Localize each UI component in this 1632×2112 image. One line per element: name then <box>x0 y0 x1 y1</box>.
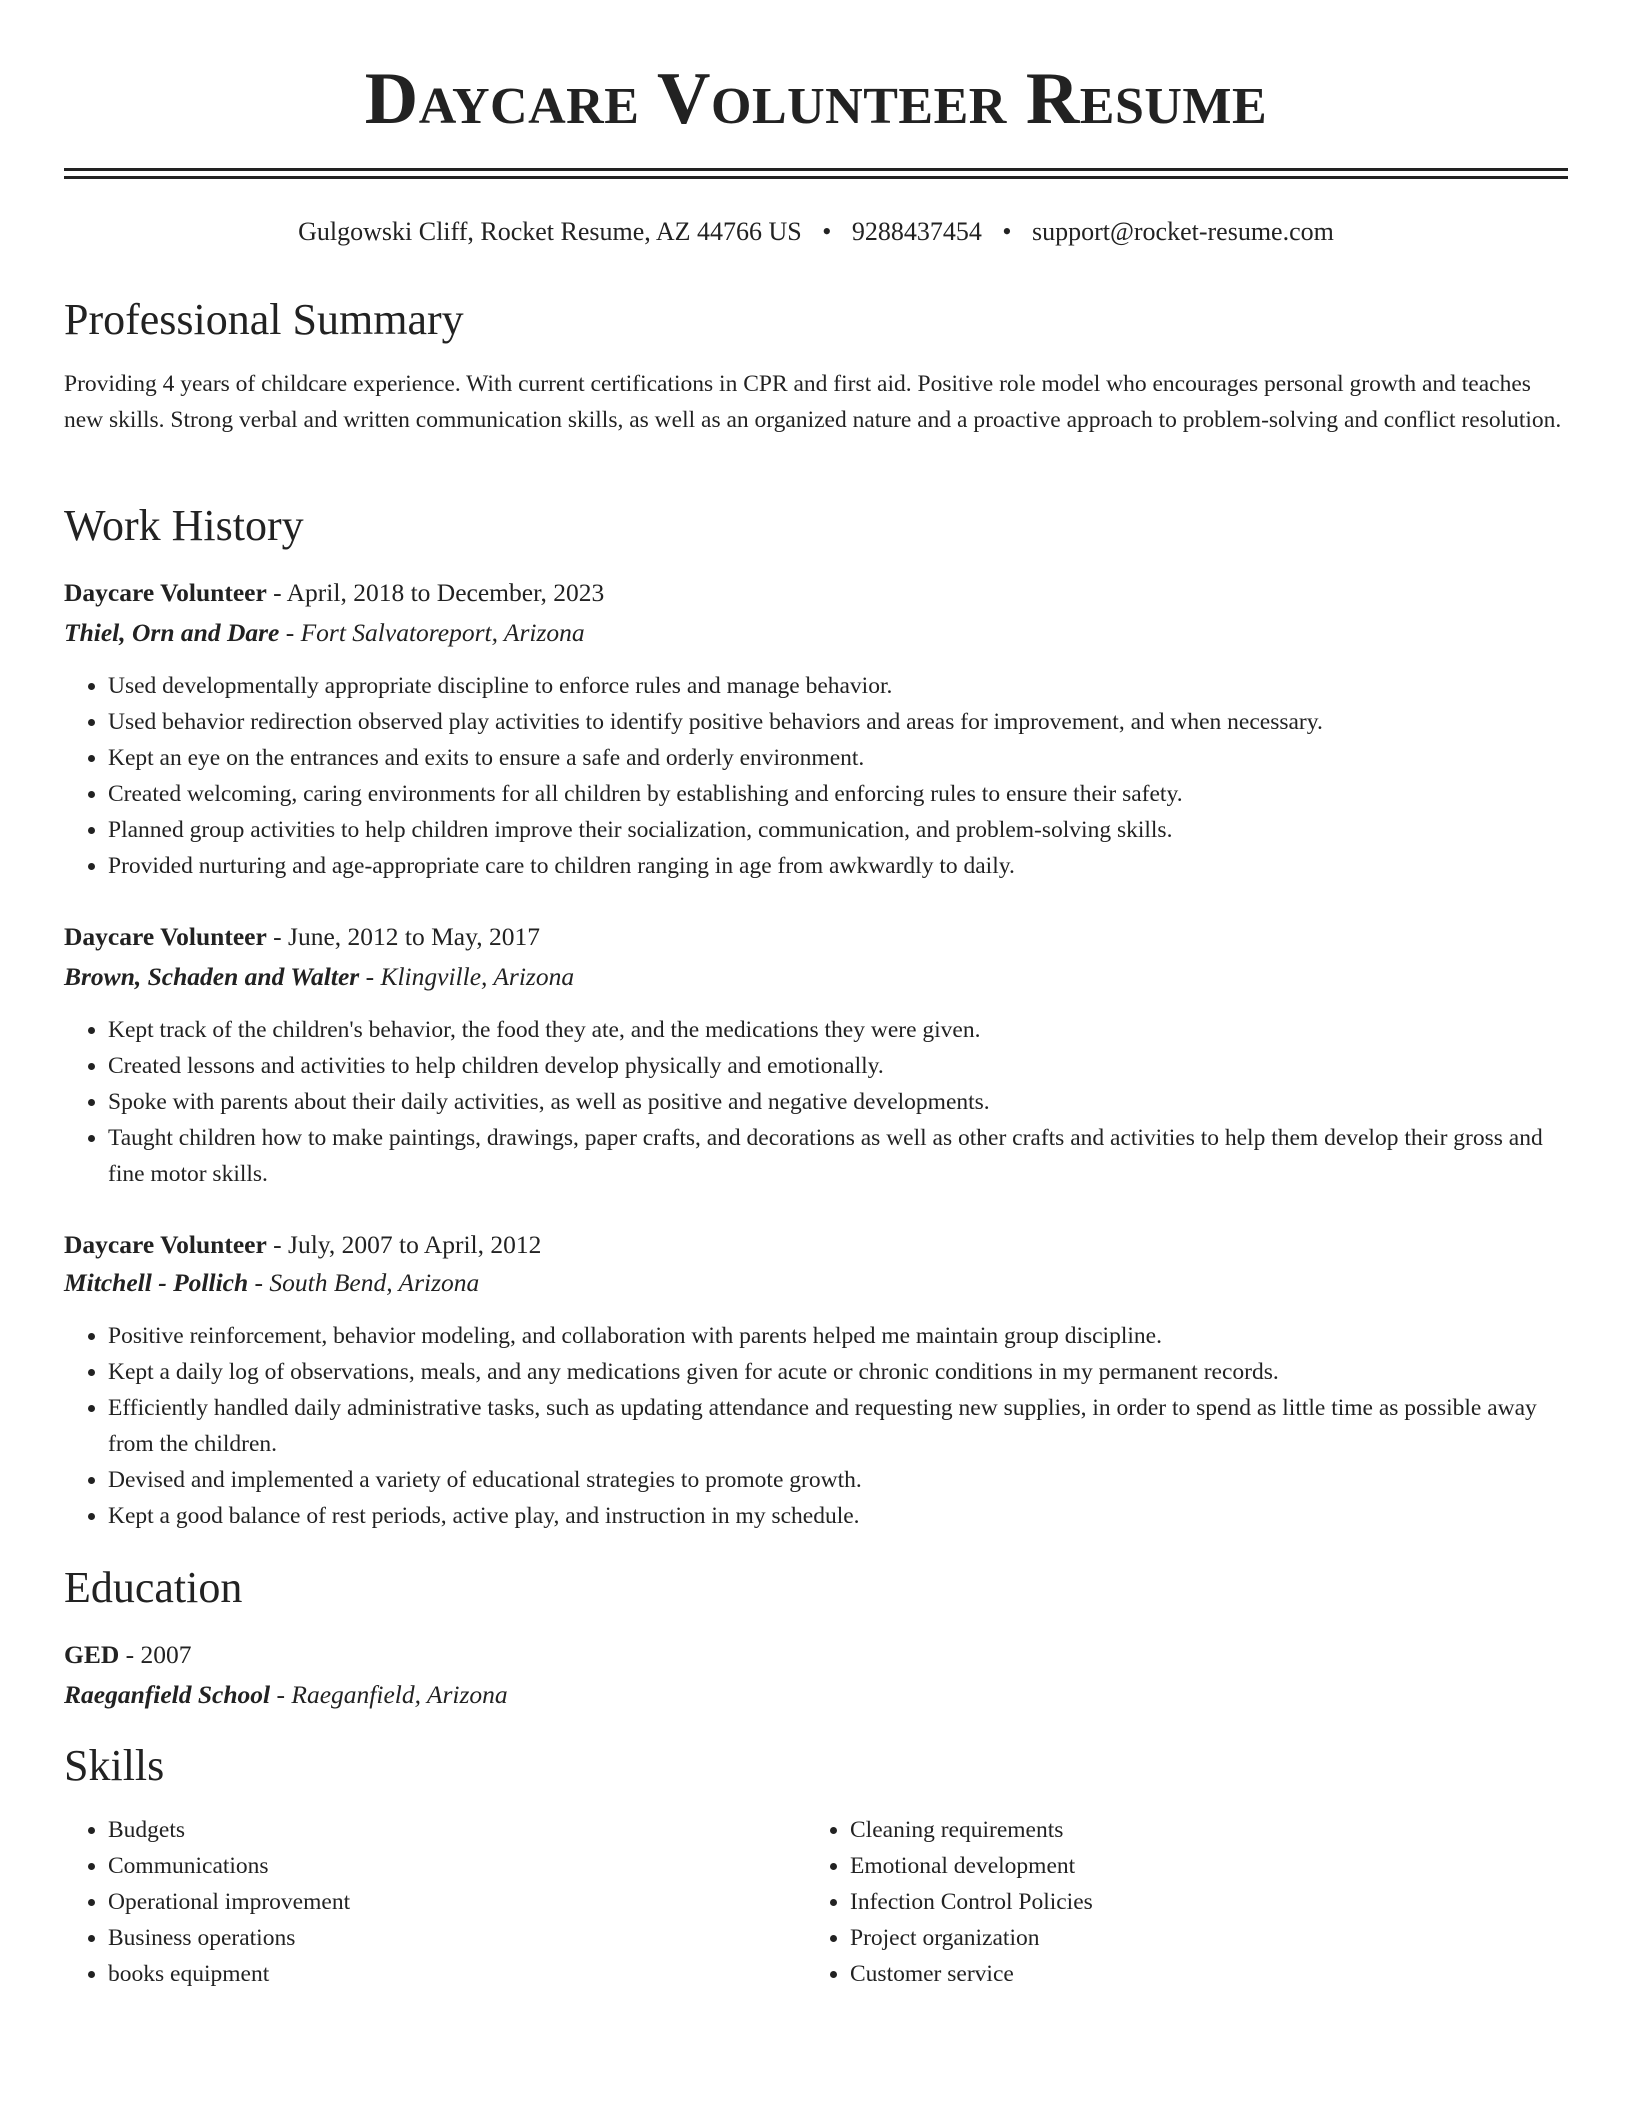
job-dates: - June, 2012 to May, 2017 <box>266 922 540 951</box>
job-title-line <box>64 918 1568 956</box>
job-dates: - April, 2018 to December, 2023 <box>266 578 605 607</box>
work-history-heading: Work History <box>64 501 304 550</box>
title-rule-bottom <box>64 176 1568 179</box>
title-rule-top <box>64 168 1568 171</box>
job-duties-list <box>64 1318 1568 1534</box>
skill-item: • Emotional development <box>850 1848 1550 1884</box>
contact-separator: • <box>1002 217 1012 246</box>
job-title-line <box>64 574 1568 612</box>
list-item: • Taught children how to make paintings, drawings, paper crafts, and decorations as well as other crafts and activities to help them develop their gross and fine motor skills. <box>108 1120 1568 1192</box>
job-company: Thiel, Orn and Dare <box>64 618 280 647</box>
job-dates: - July, 2007 to April, 2012 <box>266 1230 542 1259</box>
education-school: Raeganfield School <box>64 1680 271 1709</box>
job-company: Brown, Schaden and Walter <box>64 962 360 991</box>
list-item: • Kept a daily log of observations, meals, and any medications given for acute or chronic conditions in my permanent records. <box>108 1354 1568 1390</box>
job-company-line <box>64 958 1568 996</box>
job-company: Mitchell - Pollich <box>64 1268 249 1297</box>
list-item: • Efficiently handled daily administrative tasks, such as updating attendance and requesting new supplies, in order to spend as little time as possible away from the children. <box>108 1390 1568 1462</box>
list-item: • Positive reinforcement, behavior modeling, and collaboration with parents helped me maintain group discipline. <box>108 1318 1568 1354</box>
job-title-line <box>64 1226 1568 1264</box>
skills-heading: Skills <box>64 1741 165 1790</box>
list-item: • Provided nurturing and age-appropriate care to children ranging in age from awkwardly to daily. <box>108 848 1568 884</box>
skills-list-right <box>806 1812 1550 1992</box>
contact-phone: 9288437454 <box>851 217 982 246</box>
job-location: - Fort Salvatoreport, Arizona <box>279 618 585 647</box>
summary-text: Providing 4 years of childcare experience. With current certifications in CPR and first aid. Positive role model who encourages personal growth and teaches new skills. Strong verbal and written communication skills, as well as an organized nature and a proactive approach to problem-solving and conflict resolution. <box>64 371 1562 433</box>
list-item: • Used behavior redirection observed play activities to identify positive behaviors and areas for improvement, and when necessary. <box>108 704 1568 740</box>
skill-item: • Operational improvement <box>108 1884 808 1920</box>
list-item: • Planned group activities to help children improve their socialization, communication, and problem-solving skills. <box>108 812 1568 848</box>
job-location: - South Bend, Arizona <box>248 1268 480 1297</box>
skill-item: • Cleaning requirements <box>850 1812 1550 1848</box>
education-location: - Raeganfield, Arizona <box>270 1680 508 1709</box>
education-school-line <box>64 1676 1568 1714</box>
skills-list-left <box>64 1812 808 1992</box>
contact-line <box>64 214 1568 250</box>
list-item: • Used developmentally appropriate discipline to enforce rules and manage behavior. <box>108 668 1568 704</box>
job-location: - Klingville, Arizona <box>359 962 575 991</box>
job-duties-list <box>64 1012 1568 1192</box>
education-degree-line <box>64 1636 1568 1674</box>
list-item: • Devised and implemented a variety of educational strategies to promote growth. <box>108 1462 1568 1498</box>
list-item: • Kept an eye on the entrances and exits to ensure a safe and orderly environment. <box>108 740 1568 776</box>
contact-address: Gulgowski Cliff, Rocket Resume, AZ 44766 US <box>298 217 802 246</box>
education-degree: GED <box>64 1640 120 1669</box>
skill-item: • Project organization <box>850 1920 1550 1956</box>
job-company-line <box>64 1264 1568 1302</box>
list-item: • Kept track of the children's behavior, the food they ate, and the medications they were given. <box>108 1012 1568 1048</box>
job-title: Daycare Volunteer <box>64 578 267 607</box>
summary-heading: Professional Summary <box>64 295 464 344</box>
job-company-line <box>64 614 1568 652</box>
skill-item: • Business operations <box>108 1920 808 1956</box>
job-title: Daycare Volunteer <box>64 1230 267 1259</box>
list-item: • Kept a good balance of rest periods, active play, and instruction in my schedule. <box>108 1498 1568 1534</box>
list-item: • Spoke with parents about their daily activities, as well as positive and negative developments. <box>108 1084 1568 1120</box>
skill-item: • Infection Control Policies <box>850 1884 1550 1920</box>
contact-separator: • <box>822 217 832 246</box>
education-heading: Education <box>64 1563 243 1612</box>
resume-title: Daycare Volunteer Resume <box>364 58 1268 140</box>
list-item: • Created lessons and activities to help children develop physically and emotionally. <box>108 1048 1568 1084</box>
job-title: Daycare Volunteer <box>64 922 267 951</box>
skill-item: • books equipment <box>108 1956 808 1992</box>
education-year: - 2007 <box>119 1640 192 1669</box>
list-item: • Created welcoming, caring environments for all children by establishing and enforcing rules to ensure their safety. <box>108 776 1568 812</box>
job-duties-list <box>64 668 1568 884</box>
skill-item: • Communications <box>108 1848 808 1884</box>
contact-email: support@rocket-resume.com <box>1031 217 1334 246</box>
skill-item: • Budgets <box>108 1812 808 1848</box>
skill-item: • Customer service <box>850 1956 1550 1992</box>
